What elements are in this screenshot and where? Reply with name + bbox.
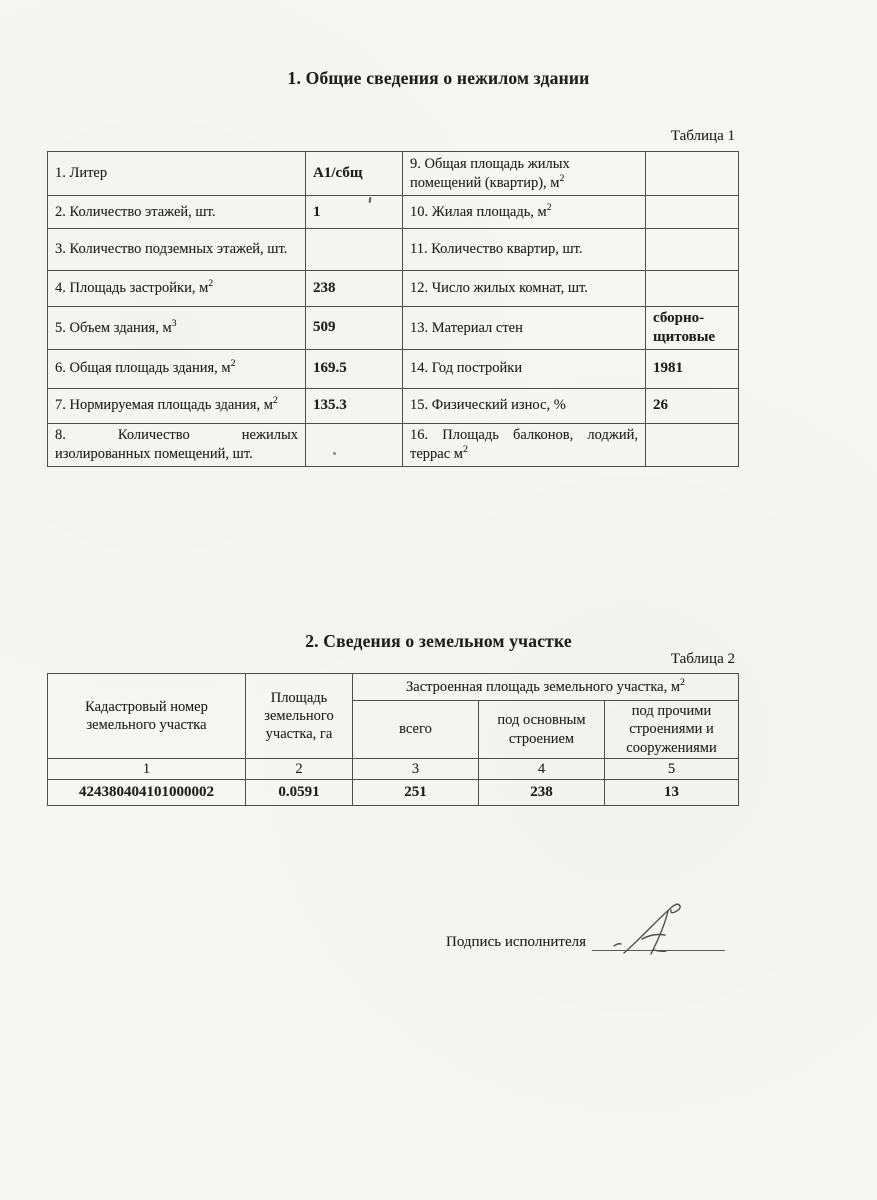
t1-label-text: 12. Число жилых комнат, шт. — [410, 280, 588, 297]
t1-value-cell: 1981 — [646, 349, 739, 388]
t1-label-text: 5. Объем здания, м — [55, 319, 172, 336]
table1-row — [48, 423, 739, 466]
t1-label-cell — [48, 307, 306, 350]
t1-label-text: 16. Площадь балконов, лоджий, террас м — [410, 427, 638, 462]
t1-label-cell — [403, 423, 646, 466]
t1-value-cell: 1 — [306, 196, 403, 229]
table1-row — [48, 196, 739, 229]
t1-value-cell: 26 — [646, 388, 739, 423]
table1-caption: Таблица 1 — [670, 128, 735, 144]
t1-label-cell — [48, 271, 306, 307]
table1-general-info — [47, 151, 739, 467]
signature-label: Подпись исполнителя — [446, 934, 586, 950]
superscript: 2 — [462, 443, 468, 455]
t1-value-cell — [646, 152, 739, 196]
table1-row — [48, 152, 739, 196]
signature-block — [446, 933, 725, 951]
table1-row — [48, 271, 739, 307]
table1-row — [48, 349, 739, 388]
t1-label-text: 8. Количество нежилых изолированных помещений, шт. — [55, 427, 298, 462]
t1-label-cell — [48, 196, 306, 229]
t1-label-cell — [48, 349, 306, 388]
t1-value-cell: 238 — [306, 271, 403, 307]
superscript: 2 — [208, 278, 214, 290]
t1-label-cell — [403, 349, 646, 388]
t1-label-text: 11. Количество квартир, шт. — [410, 241, 583, 258]
t1-label-text: 2. Количество этажей, шт. — [55, 203, 216, 220]
t2-subheader-cell: под прочими строениями и сооружениями — [605, 701, 739, 759]
t1-label-text: 9. Общая площадь жилых помещений (квартир), м — [410, 156, 570, 191]
t1-label-text: 1. Литер — [55, 165, 108, 182]
t1-label-text: 4. Площадь застройки, м — [55, 280, 209, 297]
scan-speck — [333, 452, 336, 455]
t2-data-cell: 251 — [353, 780, 479, 806]
table2-caption: Таблица 2 — [670, 651, 735, 667]
t2-data-cell: 424380404101000002 — [48, 780, 246, 806]
table1-row — [48, 388, 739, 423]
t2-colnum-cell: 3 — [353, 759, 479, 780]
superscript: 2 — [559, 172, 565, 184]
t1-value-cell: 509 — [306, 307, 403, 350]
table1-row — [48, 307, 739, 350]
t1-label-cell — [48, 388, 306, 423]
table2-data-row — [48, 780, 739, 806]
t2-colnum-cell: 5 — [605, 759, 739, 780]
table2-colnum-row — [48, 759, 739, 780]
superscript: 2 — [272, 395, 278, 407]
table1-row — [48, 229, 739, 271]
t1-value-cell: сборно-щитовые — [646, 307, 739, 350]
t1-label-cell — [403, 152, 646, 196]
superscript: 3 — [171, 317, 177, 329]
t1-label-cell — [403, 271, 646, 307]
t2-subheader-cell: под основным строением — [479, 701, 605, 759]
t2-header-cadastral: Кадастровый номер земельного участка — [48, 674, 246, 759]
t1-label-cell — [48, 423, 306, 466]
table2-header-row — [48, 674, 739, 701]
t1-label-cell — [48, 229, 306, 271]
t2-colnum-cell: 2 — [246, 759, 353, 780]
t1-label-text: 7. Нормируемая площадь здания, м — [55, 397, 273, 414]
t2-colnum-cell: 4 — [479, 759, 605, 780]
t2-data-cell: 238 — [479, 780, 605, 806]
t2-data-cell: 0.0591 — [246, 780, 353, 806]
t1-value-cell — [646, 196, 739, 229]
t1-value-cell — [306, 423, 403, 466]
t1-label-cell — [403, 388, 646, 423]
t2-header-built-group — [353, 674, 739, 701]
t2-subheader-cell: всего — [353, 701, 479, 759]
t2-colnum-cell: 1 — [48, 759, 246, 780]
t1-value-cell — [646, 229, 739, 271]
signature-line — [592, 933, 725, 951]
t1-label-cell — [403, 307, 646, 350]
t1-label-cell — [48, 152, 306, 196]
superscript: 2 — [546, 202, 552, 214]
t2-header-built-text: Застроенная площадь земельного участка, м — [406, 678, 681, 695]
t2-data-cell: 13 — [605, 780, 739, 806]
superscript: 2 — [230, 358, 236, 370]
t1-value-cell: 169.5 — [306, 349, 403, 388]
t1-label-text: 3. Количество подземных этажей, шт. — [55, 241, 288, 258]
t1-value-cell: 135.3 — [306, 388, 403, 423]
t1-value-cell — [306, 229, 403, 271]
t1-label-cell — [403, 229, 646, 271]
table2-land-plot — [47, 673, 739, 806]
t1-label-text: 10. Жилая площадь, м — [410, 203, 547, 220]
t1-label-text: 13. Материал стен — [410, 319, 523, 336]
section2-title: 2. Сведения о земельном участке — [305, 631, 572, 651]
section1-title: 1. Общие сведения о нежилом здании — [287, 68, 590, 88]
t1-label-cell — [403, 196, 646, 229]
superscript: 2 — [680, 677, 685, 689]
t1-label-text: 6. Общая площадь здания, м — [55, 360, 231, 377]
signature-scribble — [604, 898, 714, 956]
t2-header-area: Площадь земельного участка, га — [246, 674, 353, 759]
t1-value-cell — [646, 271, 739, 307]
t1-label-text: 15. Физический износ, % — [410, 397, 566, 414]
t1-label-text: 14. Год постройки — [410, 360, 523, 377]
t1-value-cell — [646, 423, 739, 466]
t1-value-cell: А1/сбщ — [306, 152, 403, 196]
